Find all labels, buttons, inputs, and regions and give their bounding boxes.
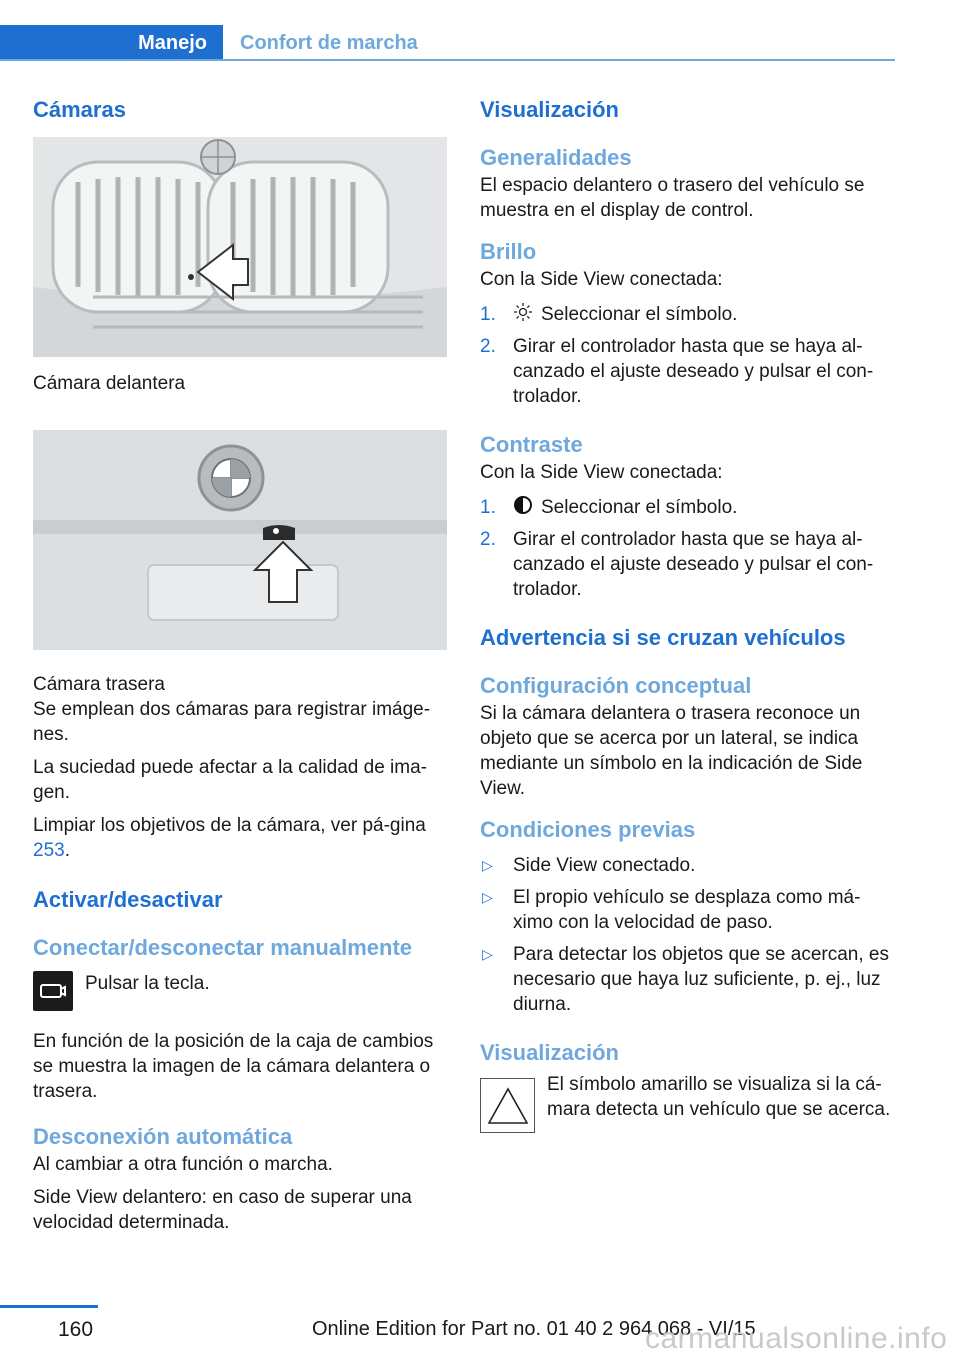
list-item: 2. Girar el controlador hasta que se haya al‐canzado el ajuste deseado y pulsar el con‐trolador.: [480, 529, 874, 600]
brillo-steps: [480, 302, 895, 409]
list-item: 1. Seleccionar el símbolo.: [480, 304, 738, 325]
paragraph-brillo: Con la Side View conectada:: [480, 269, 723, 290]
subheading-visualizacion-2: Visualización: [480, 1040, 619, 1065]
sun-icon: [513, 302, 533, 322]
heading-activar-desactivar: Activar/desactivar: [33, 887, 223, 912]
subheading-contraste: Contraste: [480, 432, 583, 457]
watermark: carmanualsonline.info: [645, 1322, 948, 1355]
subheading-condiciones: Condiciones previas: [480, 817, 696, 842]
camera-key-row: [33, 971, 447, 1011]
camera-key-icon: [33, 971, 73, 1011]
subheading-manual: Conectar/desconectar manualmente: [33, 935, 413, 960]
tab-manejo[interactable]: Manejo: [0, 25, 223, 61]
heading-advertencia: Advertencia si se cruzan vehículos: [480, 625, 846, 650]
paragraph-clean-lenses: [33, 813, 447, 863]
clean-lenses-text: Limpiar los objetivos de la cámara, ver pá‐gina: [33, 815, 426, 836]
list-item: 2. Girar el controlador hasta que se haya al‐canzado el ajuste deseado y pulsar el con‐trolador.: [480, 336, 874, 407]
press-key-text: Pulsar la tecla.: [85, 973, 210, 994]
heading-visualizacion: Visualización: [480, 97, 619, 122]
rear-camera-image: [33, 430, 447, 650]
paragraph-gear-position: En función de la posición de la caja de cambios se muestra la imagen de la cámara delantera o trasera.: [33, 1031, 434, 1102]
bullet-triangle-icon: ▷: [482, 857, 493, 873]
warning-triangle-icon: [480, 1078, 535, 1133]
subheading-auto-off: Desconexión automática: [33, 1124, 293, 1149]
page-reference-link[interactable]: 253: [33, 840, 65, 861]
list-item: ▷ El propio vehículo se desplaza como má‐ximo con la velocidad de paso.: [482, 887, 861, 933]
contraste-steps: [480, 495, 895, 602]
front-camera-image: [33, 137, 447, 357]
list-item: 1. Seleccionar el símbolo.: [480, 497, 738, 518]
paragraph-generalidades: El espacio delantero o trasero del vehículo se muestra en el display de control.: [480, 175, 865, 221]
subheading-brillo: Brillo: [480, 239, 537, 264]
heading-camaras: Cámaras: [33, 97, 126, 122]
caption-rear-camera: Cámara trasera: [33, 674, 165, 695]
paragraph-contraste: Con la Side View conectada:: [480, 462, 723, 483]
bullet-triangle-icon: ▷: [482, 946, 493, 962]
warning-row: [480, 1068, 895, 1133]
caption-front-camera: Cámara delantera: [33, 373, 186, 394]
header-divider: [0, 59, 895, 61]
page-number: 160: [58, 1318, 94, 1341]
bullet-triangle-icon: ▷: [482, 889, 493, 905]
list-item: ▷ Para detectar los objetos que se acercan, es necesario que haya luz suficiente, p. ej., luz diurna.: [482, 944, 890, 1015]
right-column: [480, 95, 895, 1133]
paragraph-configuracion: Si la cámara delantera o trasera reconoce un objeto que se acerca por un lateral, se indica mediante un símbolo en la indicación de Side View.: [480, 703, 863, 799]
subheading-configuracion: Configuración conceptual: [480, 673, 752, 698]
conditions-list: [480, 853, 895, 1017]
contrast-icon: [513, 495, 533, 515]
paragraph-dirt-warning: La suciedad puede afectar a la calidad de ima‐gen.: [33, 757, 427, 803]
paragraph-change-function: Al cambiar a otra función o marcha.: [33, 1154, 333, 1175]
subheading-generalidades: Generalidades: [480, 145, 632, 170]
footer-accent-line: [0, 1305, 98, 1308]
left-column: [33, 95, 447, 1235]
list-item: ▷ Side View conectado.: [482, 855, 696, 876]
paragraph-side-view-speed: Side View delantero: en caso de superar una velocidad determinada.: [33, 1187, 412, 1233]
paragraph-yellow-symbol: El símbolo amarillo se visualiza si la cá‐mara detecta un vehículo que se acerca.: [547, 1074, 891, 1120]
clean-lenses-end: .: [64, 840, 70, 861]
tab-confort-de-marcha[interactable]: Confort de marcha: [240, 31, 418, 54]
paragraph-two-cameras: Se emplean dos cámaras para registrar imáge‐nes.: [33, 699, 431, 745]
edition-text: Online Edition for Part no. 01 40 2 964 068 - VI/15: [312, 1318, 756, 1340]
page-header: [0, 0, 895, 62]
